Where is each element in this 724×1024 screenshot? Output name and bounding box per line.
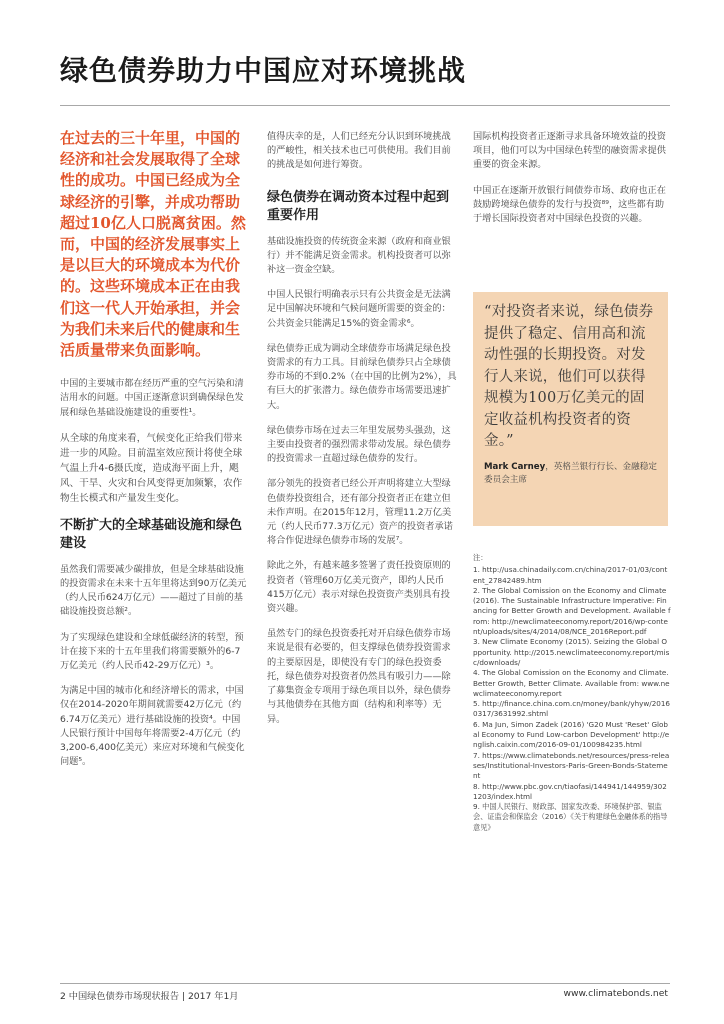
- body-paragraph: 虽然我们需要减少碳排放，但是全球基础设施的投资需求在未来十五年里将达到90万亿美元（约人民币624万亿元）——超过了目前的基础设施投资总额²。: [60, 563, 247, 618]
- body-paragraph: 绿色债券市场在过去三年里发展势头强劲，这主要由投资者的强烈需求带动发展。绿色债券的投资需求一直超过绿色债券的发行。: [267, 424, 451, 465]
- quote-author: Mark Carney: [484, 461, 546, 472]
- title-divider: [60, 105, 670, 106]
- body-paragraph: 国际机构投资者正逐渐寻求具备环境效益的投资项目，他们可以为中国绿色转型的融资需求提供重要的资金来源。: [473, 131, 666, 171]
- footnote-item: 9. 中国人民银行、财政部、国家发改委、环境保护部、银监会、证监会和保监会（2016）《关于构建绿色金融体系的指导意见》: [473, 802, 668, 832]
- column-1: [60, 128, 248, 780]
- body-paragraph: 虽然专门的绿色投资委托对开启绿色债券市场来说是很有必要的，但支撑绿色债券投资需求的主要原因是，即使没有专门的绿色投资委托，绿色债券对投资者仍然具有吸引力——除了募集资金专项用于绿色项目以外，绿色债券与其他债券在其他方面（结构和利率等）无异。: [267, 628, 451, 725]
- body-paragraph: 基础设施投资的传统资金来源（政府和商业银行）并不能满足资金需求。机构投资者可以弥补这一资金空缺。: [267, 235, 451, 276]
- footnote-item: 3. New Climate Economy (2015). Seizing the Global Opportunity. http://2015.newclimateeconomy.report/misc/downloads/: [473, 637, 670, 667]
- body-paragraph: 为了实现绿色建设和全球低碳经济的转型，预计在接下来的十五年里我们将需要额外的6-7万亿美元（约人民币42-29万亿元）³。: [60, 631, 244, 672]
- body-paragraph: 值得庆幸的是，人们已经充分认识到环境挑战的严峻性，相关技术也已可供使用。我们目前的挑战是如何进行筹资。: [267, 131, 451, 171]
- footer-website[interactable]: www.climatebonds.net: [563, 988, 668, 999]
- footnotes: [473, 553, 671, 833]
- quote-attribution: [484, 461, 658, 487]
- footnote-item: 7. https://www.climatebonds.net/resources/press-releases/Institutional-Investors-Paris-Green-Bonds-Statement: [473, 750, 670, 781]
- body-paragraph: 绿色债券正成为调动全球债券市场满足绿色投资需求的有力工具。目前绿色债券只占全球债券市场的不到0.2%（在中国的比例为2%），具有巨大的扩张潜力。绿色债券市场需要迅速扩大。: [267, 342, 457, 411]
- section-heading: 不断扩大的全球基础设施和绿色建设: [60, 517, 243, 551]
- body-paragraph: 中国正在逐渐开放银行间债券市场、政府也正在鼓励跨境绿色债券的发行与投资⁸⁹，这些都有助于增长国际投资者对中国绿色投资的兴趣。: [473, 184, 666, 225]
- footnote-item: 4. The Global Comission on the Economy and Climate. Better Growth, Better Climate. Available from: www.newclimateeconomy.report: [473, 668, 670, 698]
- footnote-item: 1. http://usa.chinadaily.com.cn/china/2017-01/03/content_27842489.htm: [473, 565, 668, 585]
- body-paragraph: 中国的主要城市都在经历严重的空气污染和清洁用水的问题。中国正逐渐意识到确保绿色发展和绿色基础设施建设的重要性¹。: [60, 378, 244, 418]
- body-paragraph: 为满足中国的城市化和经济增长的需求，中国仅在2014-2020年期间就需要42万亿元（约6.74万亿美元）进行基础设施的投资⁴。中国人民银行预计中国每年将需要2-4万亿元（约3,200-6,400亿美元）来应对环境和气候变化问题⁵。: [60, 685, 245, 768]
- quote-text: “对投资者来说，绿色债券提供了稳定、信用高和流动性强的长期投资。对发行人来说，他们可以获得规模为100万亿美元的固定收益机构投资者的资金。”: [484, 304, 654, 449]
- lead-paragraph: 在过去的三十年里，中国的经济和社会发展取得了全球性的成功。中国已经成为全球经济的引擎，并成功帮助超过10亿人口脱离贫困。然而，中国的经济发展事实上是以巨大的环境成本为代价的。这些环境成本正在由我们这一代人开始承担，并会为我们未来后代的健康和生活质量带来负面影响。: [60, 129, 246, 360]
- footnote-item: 2. The Global Comission on the Economy and Climate (2016). The Sustainable Infrastructure Imperative: Financing for Better Growth and Development. Available from: http://newclimateeconomy.report/2016/wp-content/uploads/sites/4/2014/08/NCE_2016Report.pdf: [473, 585, 671, 637]
- body-paragraph: 从全球的角度来看，气候变化正给我们带来进一步的风险。目前温室效应预计将使全球气温上升4-6摄氏度，造成海平面上升，飓风、干旱、火灾和台风变得更加频繁，农作物生长模式和产量发生变化。: [60, 432, 243, 504]
- body-paragraph: 除此之外，有越来越多签署了责任投资原则的投资者（管理60万亿美元资产，即约人民币415万亿元）表示对绿色投资资产类别具有投资兴趣。: [267, 560, 451, 615]
- footnote-item: 5. http://finance.china.com.cn/money/bank/yhyw/20160317/3631992.shtml: [473, 699, 670, 719]
- footer-divider: [60, 983, 670, 984]
- footnotes-title: 注：: [473, 553, 488, 562]
- pull-quote: [473, 292, 668, 526]
- quote-role: ，英格兰银行行长、金融稳定委员会主席: [484, 461, 657, 485]
- body-paragraph: 部分领先的投资者已经公开声明将建立大型绿色债券投资组合，还有部分投资者正在建立但未作声明。在2015年12月，管理11.2万亿美元（约人民币77.3万亿元）资产的投资者承诺将合作促进绿色债券市场的发展⁷。: [267, 478, 453, 547]
- footnote-item: 6. Ma Jun, Simon Zadek (2016) 'G20 Must 'Reset' Global Economy to Fund Low-carbon Development' http://english.caixin.com/2016-09-01/100984235.html: [473, 719, 670, 750]
- section-heading: 绿色债券在调动资本过程中起到重要作用: [267, 189, 450, 223]
- footer-page-info: 2 中国绿色债券市场现状报告 | 2017 年1月: [60, 991, 239, 1002]
- footnote-item: 8. http://www.pbc.gov.cn/tiaofasi/144941/144959/3021203/index.html: [473, 781, 667, 801]
- column-3: [473, 130, 668, 237]
- body-paragraph: 中国人民银行明确表示只有公共资金是无法满足中国解决环境和气候问题所需要的资金的：公共资金只能满足15%的资金需求⁶。: [267, 289, 451, 329]
- page-title: 绿色债券助力中国应对环境挑战: [60, 54, 467, 87]
- column-2: [267, 130, 459, 738]
